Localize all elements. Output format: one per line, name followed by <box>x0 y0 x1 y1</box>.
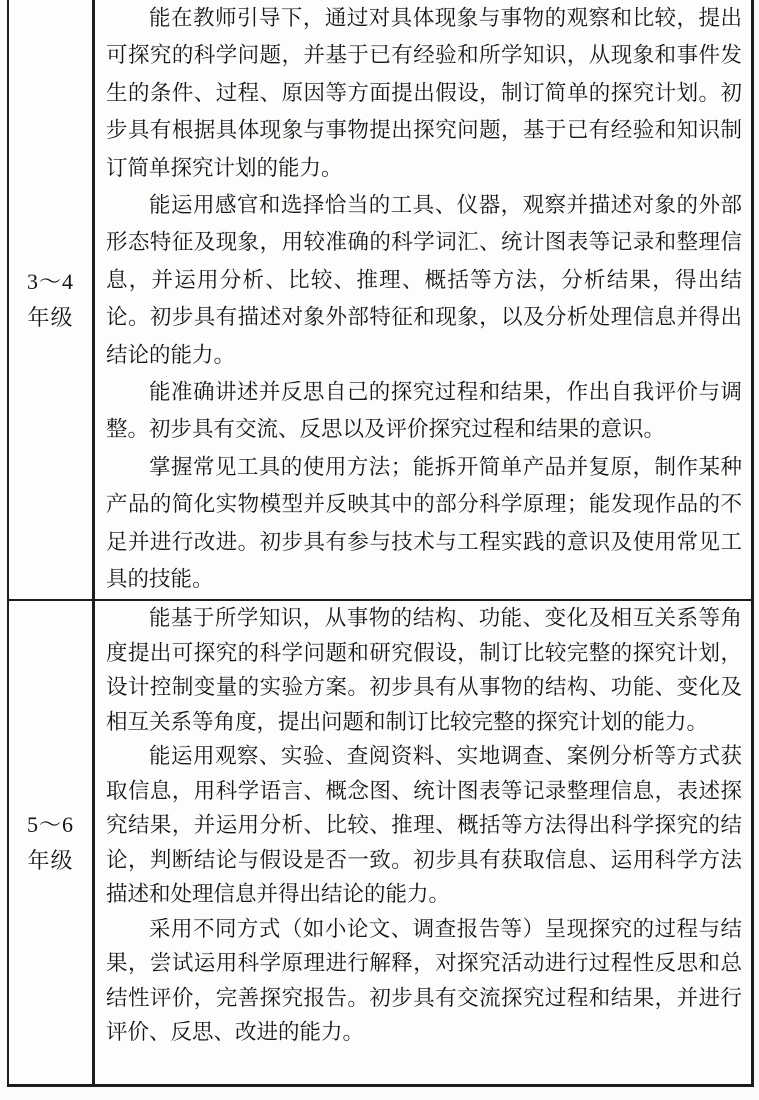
content-cell-grades-5-6 <box>95 601 751 1085</box>
grade-cell-5-6 <box>9 601 95 1085</box>
paragraph: 掌握常见工具的使用方法；能拆开简单产品并复原，制作某种产品的简化实物模型并反映其中的部分科学原理；能发现作品的不足并进行改进。初步具有参与技术与工程实践的意识及使用常见工具的技能。 <box>106 454 742 592</box>
paragraph: 能基于所学知识，从事物的结构、功能、变化及相互关系等角度提出可探究的科学问题和研究假设，制订比较完整的探究计划，设计控制变量的实验方案。初步具有从事物的结构、功能、变化及相互关系等角度，提出问题和制订比较完整的探究计划的能力。 <box>106 606 742 734</box>
paragraph: 能运用观察、实验、查阅资料、实地调查、案例分析等方式获取信息，用科学语言、概念图、统计图表等记录整理信息，表述探究结果，并运用分析、比较、推理、概括等方法得出科学探究的结论，判断结论与假设是否一致。初步具有获取信息、运用科学方法描述和处理信息并得出结论的能力。 <box>106 744 742 906</box>
grade-label-line2: 年级 <box>27 304 74 330</box>
grade-label-line1: 3～4 <box>26 268 74 294</box>
grade-label-line1: 5～6 <box>26 812 74 837</box>
table-row-grades-5-6 <box>9 601 751 1085</box>
grade-cell-3-4 <box>9 0 95 599</box>
paragraph: 采用不同方式（如小论文、调查报告等）呈现探究的过程与结果，尝试运用科学原理进行解释，对探究活动进行过程性反思和总结性评价，完善探究报告。初步具有交流探究过程和结果，并进行评价、反思、改进的能力。 <box>106 916 742 1044</box>
grade-label-line2: 年级 <box>27 848 74 873</box>
table-row-grades-3-4 <box>9 0 751 601</box>
paragraph: 能在教师引导下，通过对具体现象与事物的观察和比较，提出可探究的科学问题，并基于已有经验和所学知识，从现象和事件发生的条件、过程、原因等方面提出假设，制订简单的探究计划。初步具有根据具体现象与事物提出探究问题，基于已有经验和知识制订简单探究计划的能力。 <box>106 6 742 180</box>
grade-ability-table <box>7 0 754 1087</box>
paragraph: 能运用感官和选择恰当的工具、仪器，观察并描述对象的外部形态特征及现象，用较准确的科学词汇、统计图表等记录和整理信息，并运用分析、比较、推理、概括等方法，分析结果，得出结论。初步具有描述对象外部特征和现象，以及分析处理信息并得出结论的能力。 <box>106 193 742 367</box>
paragraph <box>106 599 742 600</box>
content-cell-grades-3-4 <box>95 0 751 599</box>
paragraph: 能准确讲述并反思自己的探究过程和结果，作出自我评价与调整。初步具有交流、反思以及评价探究过程和结果的意识。 <box>106 380 742 442</box>
